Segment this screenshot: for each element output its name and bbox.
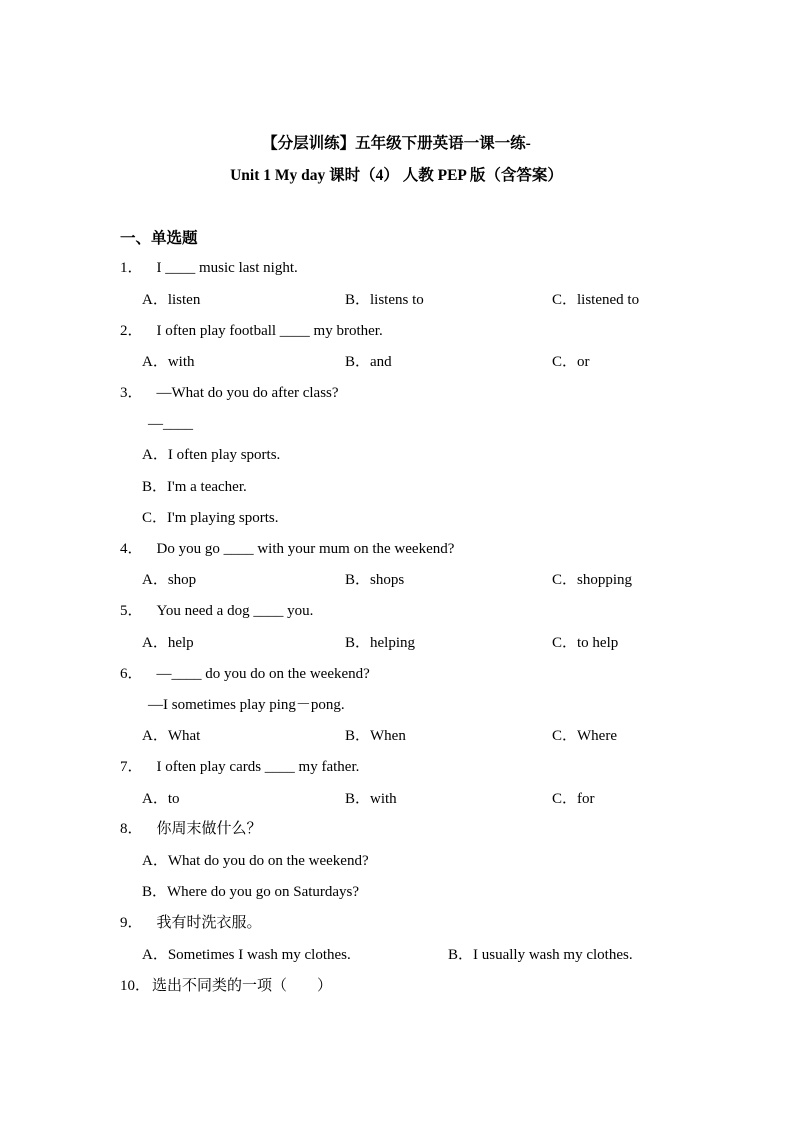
option-a[interactable]: A．I often play sports. bbox=[142, 447, 281, 463]
question-stem: —What do you do after class? bbox=[156, 385, 339, 401]
question-stem: —____ do you do on the weekend? bbox=[156, 666, 370, 682]
option-c[interactable]: C．listened to bbox=[552, 292, 640, 308]
question-number: 2． bbox=[120, 323, 143, 339]
option-c[interactable]: C．I'm playing sports. bbox=[142, 510, 279, 526]
option-a[interactable]: A．Sometimes I wash my clothes. bbox=[142, 947, 351, 963]
option-c[interactable]: C．for bbox=[552, 791, 595, 807]
question-number: 3． bbox=[120, 385, 143, 401]
question-stem: 选出不同类的一项（ ） bbox=[152, 978, 333, 994]
question-10 bbox=[120, 976, 332, 996]
question-number: 5． bbox=[120, 603, 143, 619]
option-c[interactable]: C．to help bbox=[552, 635, 619, 651]
question-number: 7． bbox=[120, 759, 143, 775]
question-stem: I often play football ____ my brother. bbox=[156, 323, 383, 339]
option-a[interactable]: A．shop bbox=[142, 572, 197, 588]
question-stem: Do you go ____ with your mum on the weekend? bbox=[156, 541, 455, 557]
question-number: 9． bbox=[120, 915, 143, 931]
question-stem: I ____ music last night. bbox=[156, 260, 298, 276]
option-a[interactable]: A．help bbox=[142, 635, 194, 651]
option-b[interactable]: B．shops bbox=[345, 572, 405, 588]
question-stem-continued: —____ bbox=[148, 416, 193, 432]
option-c[interactable]: C．shopping bbox=[552, 572, 633, 588]
option-b[interactable]: B．listens to bbox=[345, 292, 424, 308]
question-stem-continued: —I sometimes play ping－pong. bbox=[148, 697, 345, 713]
option-b[interactable]: B．When bbox=[345, 728, 406, 744]
question-3 bbox=[120, 383, 339, 403]
question-stem: 我有时洗衣服。 bbox=[156, 915, 262, 931]
question-number: 10． bbox=[120, 978, 151, 994]
question-2 bbox=[120, 321, 383, 341]
option-b[interactable]: B．helping bbox=[345, 635, 415, 651]
section-heading: 一、单选题 bbox=[120, 230, 198, 247]
option-c[interactable]: C．or bbox=[552, 354, 590, 370]
option-a[interactable]: A．to bbox=[142, 791, 180, 807]
question-7 bbox=[120, 757, 359, 777]
question-8 bbox=[120, 819, 262, 839]
option-b[interactable]: B．I usually wash my clothes. bbox=[448, 947, 633, 963]
question-number: 6． bbox=[120, 666, 143, 682]
question-number: 8． bbox=[120, 821, 143, 837]
document-title-line-1: 【分层训练】五年级下册英语一课一练- bbox=[262, 135, 531, 152]
option-b[interactable]: B．and bbox=[345, 354, 392, 370]
option-a[interactable]: A．What do you do on the weekend? bbox=[142, 853, 369, 869]
option-b[interactable]: B．I'm a teacher. bbox=[142, 479, 247, 495]
question-1 bbox=[120, 258, 298, 278]
question-number: 4． bbox=[120, 541, 143, 557]
question-stem: 你周末做什么？ bbox=[156, 821, 262, 837]
option-c[interactable]: C．Where bbox=[552, 728, 617, 744]
question-5 bbox=[120, 601, 313, 621]
option-a[interactable]: A．What bbox=[142, 728, 201, 744]
option-b[interactable]: B．with bbox=[345, 791, 397, 807]
option-a[interactable]: A．with bbox=[142, 354, 195, 370]
question-4 bbox=[120, 539, 454, 559]
question-6 bbox=[120, 664, 370, 684]
question-9 bbox=[120, 913, 262, 933]
question-stem: You need a dog ____ you. bbox=[156, 603, 314, 619]
option-a[interactable]: A．listen bbox=[142, 292, 201, 308]
question-stem: I often play cards ____ my father. bbox=[156, 759, 360, 775]
option-b[interactable]: B．Where do you go on Saturdays? bbox=[142, 884, 360, 900]
question-number: 1． bbox=[120, 260, 143, 276]
document-title-line-2: Unit 1 My day 课时（4） 人教 PEP 版（含答案） bbox=[230, 167, 563, 184]
